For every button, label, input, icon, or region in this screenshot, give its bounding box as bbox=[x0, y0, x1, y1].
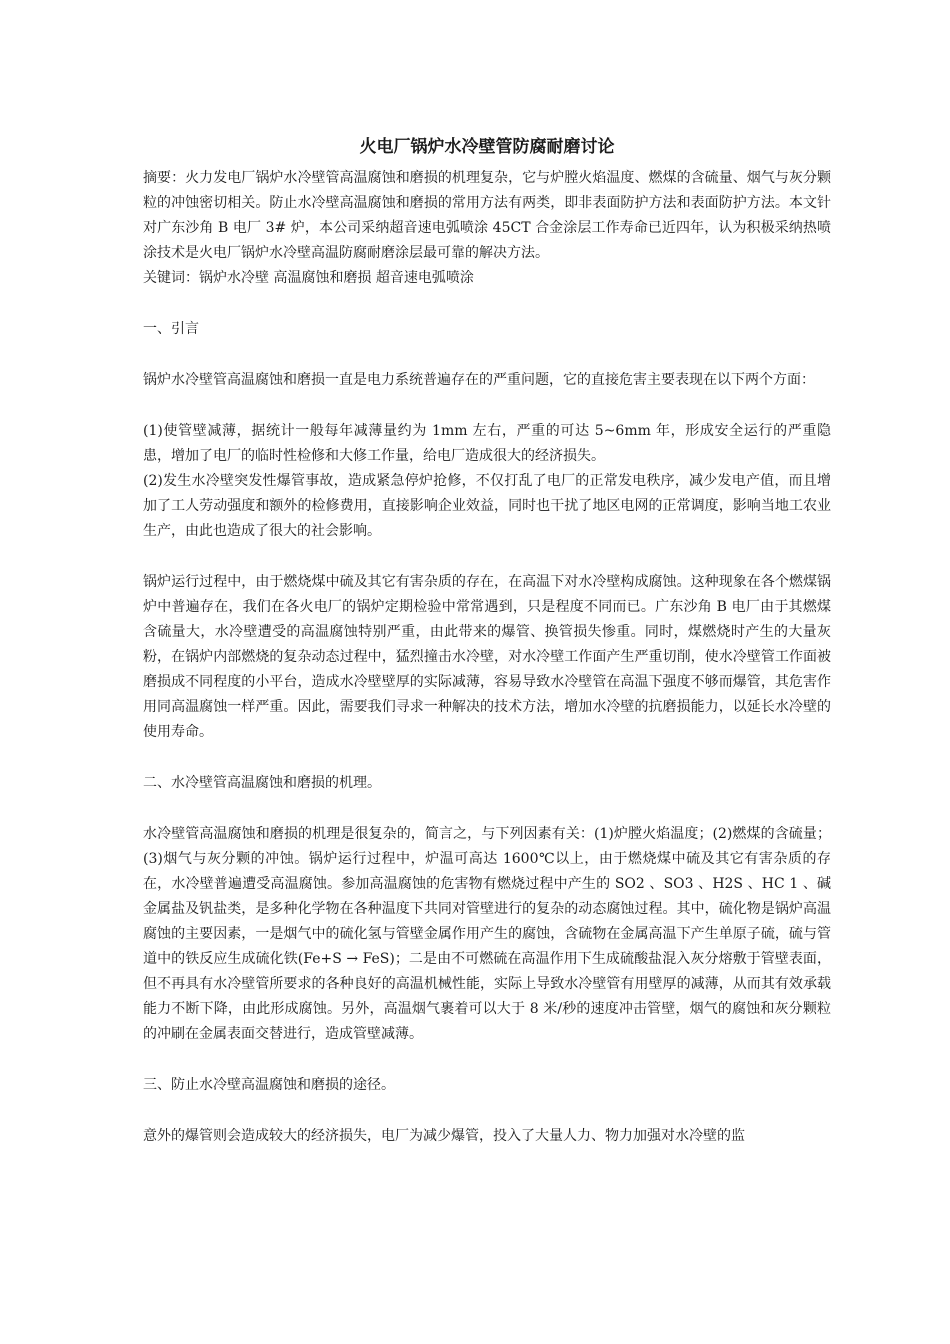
spacer bbox=[143, 796, 831, 822]
spacer bbox=[143, 1047, 831, 1073]
section-heading-mechanism: 二、水冷壁管高温腐蚀和磨损的机理。 bbox=[143, 775, 381, 791]
document-page bbox=[143, 133, 831, 1149]
keywords-line: 关键词：锅炉水冷壁 高温腐蚀和磨损 超音速电弧喷涂 bbox=[143, 270, 474, 286]
section-heading-introduction: 一、引言 bbox=[143, 321, 199, 337]
spacer bbox=[143, 393, 831, 419]
abstract-paragraph: 摘要：火力发电厂锅炉水冷壁管高温腐蚀和磨损的机理复杂，它与炉膛火焰温度、燃煤的含硫量、烟气与灰分颗粒的冲蚀密切相关。防止水冷壁高温腐蚀和磨损的常用方法有两类，即非表面防护方法和表面防护方法。本文针对广东沙角 B 电厂 3# 炉，本公司采纳超音速电弧喷涂 45CT 合金涂层工作寿命已近四年，认为积极采纳热喷涂技术是火电厂锅炉水冷壁高温防腐耐磨涂层最可靠的解决方法。 bbox=[143, 170, 831, 261]
point-two-paragraph: (2)发生水冷壁突发性爆管事故，造成紧急停炉抢修，不仅打乱了电厂的正常发电秩序，减少发电产值，而且增加了工人劳动强度和额外的检修费用，直接影响企业效益，同时也干扰了地区电网的正常调度，影响当地工农业生产，由此也造成了很大的社会影响。 bbox=[143, 473, 831, 539]
prevention-paragraph: 意外的爆管则会造成较大的经济损失，电厂为减少爆管，投入了大量人力、物力加强对水冷壁的监 bbox=[143, 1128, 745, 1144]
mechanism-paragraph: 水冷壁管高温腐蚀和磨损的机理是很复杂的，简言之，与下列因素有关：(1)炉膛火焰温度；(2)燃煤的含硫量；(3)烟气与灰分颗的冲蚀。锅炉运行过程中，炉温可高达 1600℃以上，由于燃烧煤中硫及其它有害杂质的存在，水冷壁普遍遭受高温腐蚀。参加高温腐蚀的危害物有燃烧过程中产生的 SO2 、SO3 、H2S 、HC 1 、碱金属盐及钒盐类，是多种化学物在各种温度下共同对管壁进行的复杂的动态腐蚀过程。其中，硫化物是锅炉高温腐蚀的主要因素，一是烟气中的硫化氢与管壁金属作用产生的腐蚀，含硫物在金属高温下产生单原子硫，硫与管道中的铁反应生成硫化铁(Fe+S → FeS)；二是由不可燃硫在高温作用下生成硫酸盐混入灰分熔敷于管壁表面，但不再具有水冷壁管所要求的各种良好的高温机械性能，实际上导致水冷壁管有用壁厚的减薄，从而其有效承载能力不断下降，由此形成腐蚀。另外，高温烟气裹着可以大于 8 米/秒的速度冲击管壁，烟气的腐蚀和灰分颗粒的冲刷在金属表面交替进行，造成管壁减薄。 bbox=[143, 826, 831, 1042]
spacer bbox=[143, 745, 831, 771]
intro-paragraph: 锅炉水冷壁管高温腐蚀和磨损一直是电力系统普遍存在的严重问题，它的直接危害主要表现在以下两个方面： bbox=[143, 372, 815, 388]
corrosion-background-paragraph: 锅炉运行过程中，由于燃烧煤中硫及其它有害杂质的存在，在高温下对水冷壁构成腐蚀。这种现象在各个燃煤锅炉中普遍存在，我们在各火电厂的锅炉定期检验中常常遇到，只是程度不同而已。广东沙角 B 电厂由于其燃煤含硫量大，水冷壁遭受的高温腐蚀特别严重，由此带来的爆管、换管损失惨重。同时，煤燃烧时产生的大量灰粉，在锅炉内部燃烧的复杂动态过程中，猛烈撞击水冷壁，对水冷壁工作面产生严重切削，使水冷壁管工作面被磨损成不同程度的小平台，造成水冷壁壁厚的实际减薄，容易导致水冷壁管在高温下强度不够而爆管，其危害作用同高温腐蚀一样严重。因此，需要我们寻求一种解决的技术方法，增加水冷壁的抗磨损能力，以延长水冷壁的使用寿命。 bbox=[143, 574, 831, 740]
document-title: 火电厂锅炉水冷壁管防腐耐磨讨论 bbox=[359, 137, 615, 157]
point-one-paragraph: (1)使管壁减薄，据统计一般每年减薄量约为 1mm 左右，严重的可达 5~6mm 年，形成安全运行的严重隐患，增加了电厂的临时性检修和大修工作量，给电厂造成很大的经济损失。 bbox=[143, 423, 831, 464]
spacer bbox=[143, 291, 831, 317]
spacer bbox=[143, 342, 831, 368]
spacer bbox=[143, 544, 831, 570]
spacer bbox=[143, 1098, 831, 1124]
section-heading-prevention: 三、防止水冷壁高温腐蚀和磨损的途径。 bbox=[143, 1077, 395, 1093]
